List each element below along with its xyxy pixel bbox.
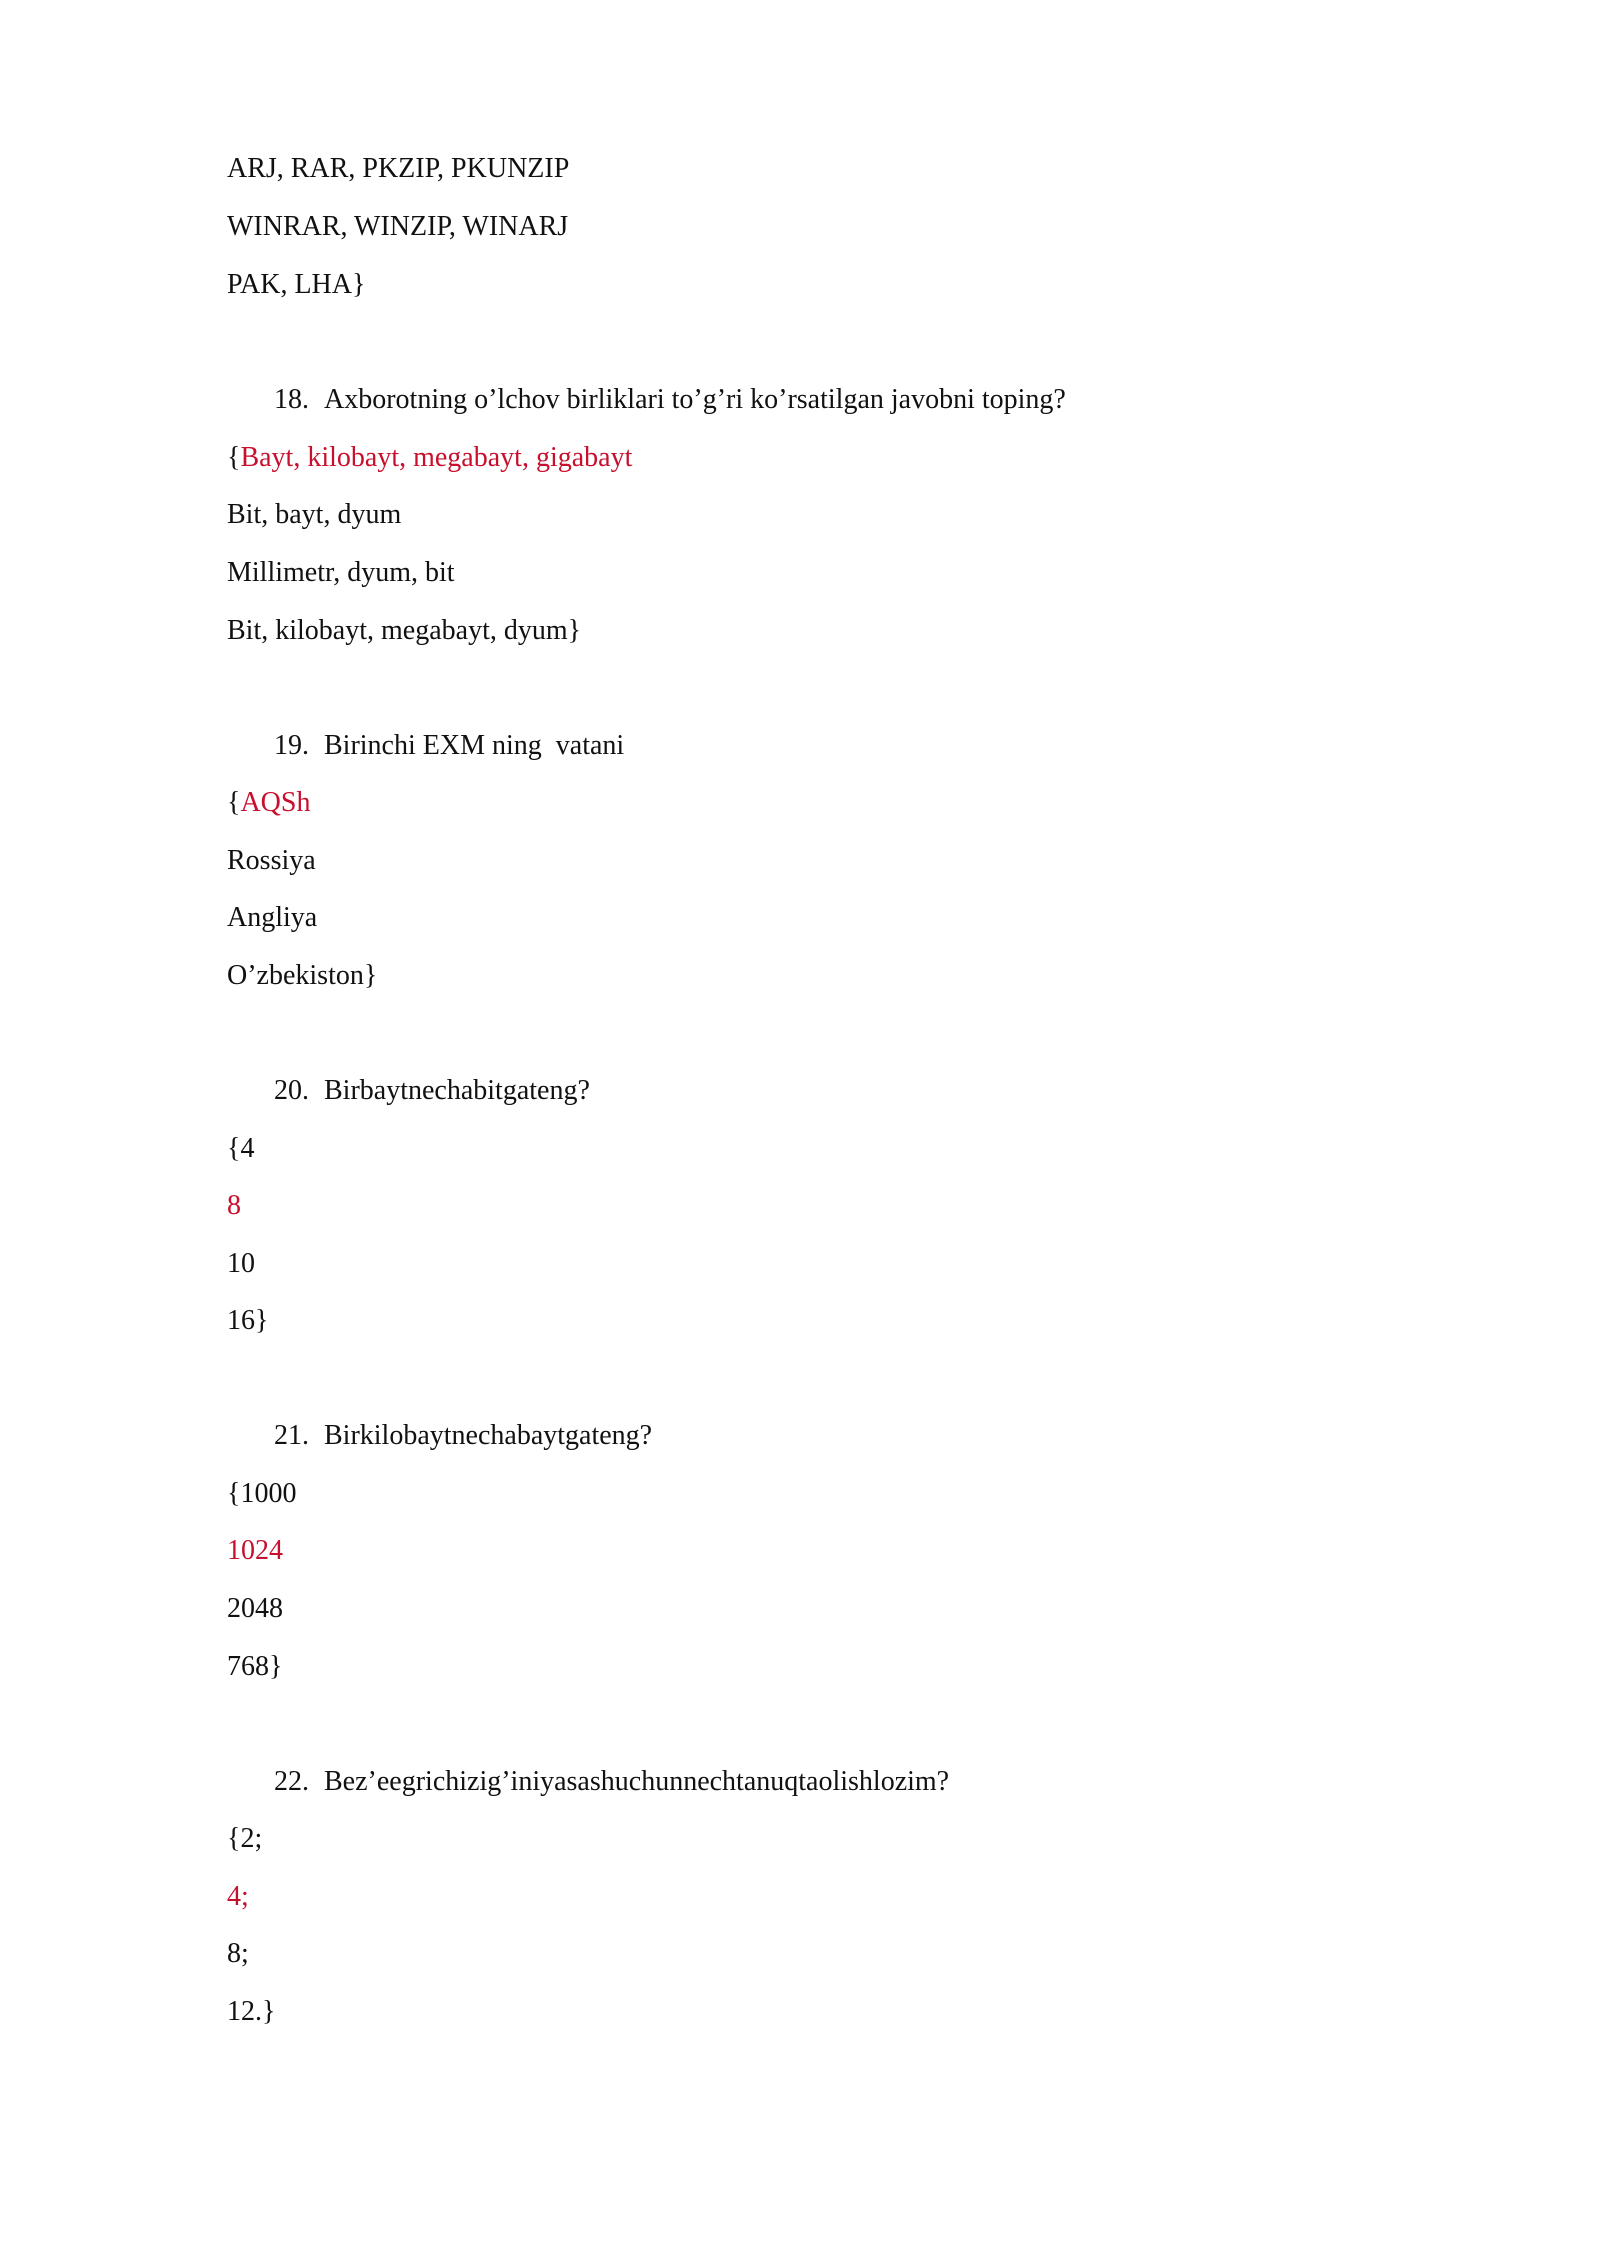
- option-line: 16}: [227, 1305, 269, 1336]
- option-line: PAK, LHA}: [227, 269, 366, 300]
- option-line: Rossiya: [227, 845, 316, 876]
- option-line: {2;: [227, 1823, 263, 1854]
- question-text: Axborotning o’lchov birliklari to’g’ri ko’rsatilgan javobni toping?: [324, 384, 1066, 415]
- option-line: WINRAR, WINZIP, WINARJ: [227, 211, 569, 242]
- question-22: [274, 1768, 949, 1796]
- question-number: 18.: [274, 384, 309, 415]
- correct-answer: 4;: [227, 1881, 249, 1912]
- question-18: [274, 386, 1066, 414]
- option-line: 8;: [227, 1938, 249, 1969]
- correct-answer: Bayt, kilobayt, megabayt, gigabayt: [240, 442, 633, 473]
- correct-answer: 1024: [227, 1535, 283, 1566]
- question-20: [274, 1077, 590, 1105]
- option-line: ARJ, RAR, PKZIP, PKUNZIP: [227, 153, 570, 184]
- question-number: 19.: [274, 730, 309, 761]
- option-line: Bit, bayt, dyum: [227, 499, 402, 530]
- option-line: 12.}: [227, 1996, 276, 2027]
- question-text: Birbaytnechabitgateng?: [324, 1075, 590, 1106]
- option-line: 2048: [227, 1593, 283, 1624]
- correct-answer: AQSh: [240, 787, 311, 818]
- option-line-correct: [227, 789, 310, 817]
- option-line: Angliya: [227, 902, 318, 933]
- open-brace: {: [227, 442, 241, 473]
- question-text: Birinchi EXM ning vatani: [324, 730, 625, 761]
- option-line: O’zbekiston}: [227, 960, 378, 991]
- option-line: 768}: [227, 1651, 283, 1682]
- question-number: 22.: [274, 1766, 309, 1797]
- option-line: 10: [227, 1248, 255, 1279]
- correct-answer: 8: [227, 1190, 241, 1221]
- option-line: Bit, kilobayt, megabayt, dyum}: [227, 615, 582, 646]
- question-21: [274, 1422, 652, 1450]
- question-text: Birkilobaytnechabaytgateng?: [324, 1420, 653, 1451]
- question-number: 20.: [274, 1075, 309, 1106]
- open-brace: {: [227, 787, 241, 818]
- question-19: [274, 732, 624, 760]
- option-line-correct: [227, 444, 632, 472]
- option-line: Millimetr, dyum, bit: [227, 557, 455, 588]
- option-line: {1000: [227, 1478, 297, 1509]
- option-line: {4: [227, 1133, 255, 1164]
- question-text: Bez’eegrichizig’iniyasashuchunnechtanuqtaolishlozim?: [324, 1766, 950, 1797]
- question-number: 21.: [274, 1420, 309, 1451]
